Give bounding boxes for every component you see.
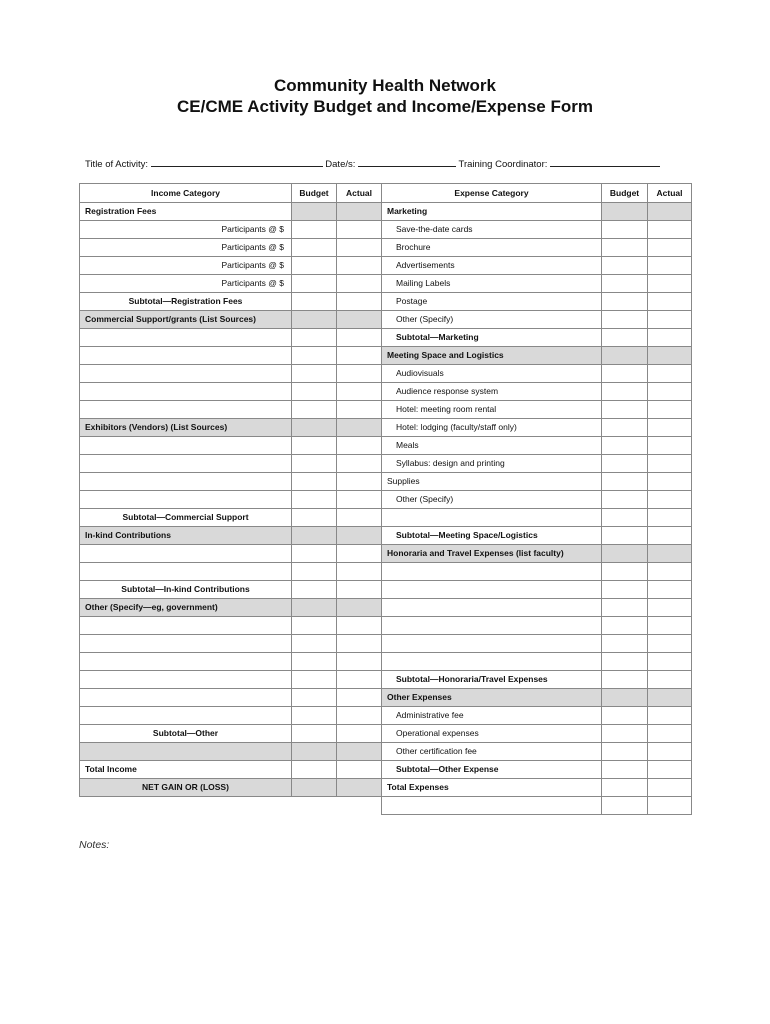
budget-cell <box>602 545 648 563</box>
table-row <box>80 599 382 617</box>
entry-cell[interactable] <box>80 689 292 707</box>
actual-cell <box>648 689 692 707</box>
actual-cell[interactable] <box>648 797 692 815</box>
table-row <box>382 419 692 437</box>
other-cert-fee-label: Other certification fee <box>382 743 602 761</box>
brochure-label: Brochure <box>382 239 602 257</box>
table-row <box>80 383 382 401</box>
table-row <box>382 527 692 545</box>
expense-actual-header: Actual <box>648 184 692 203</box>
table-row <box>382 779 692 797</box>
budget-cell[interactable] <box>602 671 648 689</box>
actual-cell[interactable] <box>648 653 692 671</box>
training-coordinator-field[interactable] <box>550 156 660 167</box>
budget-cell[interactable] <box>602 761 648 779</box>
actual-cell <box>337 419 382 437</box>
other-specify-label[interactable]: Other (Specify) <box>382 311 602 329</box>
table-row <box>382 221 692 239</box>
expense-budget-header: Budget <box>602 184 648 203</box>
budget-cell[interactable] <box>602 383 648 401</box>
actual-cell <box>648 545 692 563</box>
budget-cell[interactable] <box>292 707 337 725</box>
participants-label[interactable]: Participants @ $ <box>80 221 292 239</box>
actual-cell[interactable] <box>648 311 692 329</box>
table-row <box>382 707 692 725</box>
activity-fields <box>85 156 690 170</box>
table-row <box>382 437 692 455</box>
organization-title: Community Health Network <box>274 76 496 95</box>
entry-cell[interactable] <box>80 671 292 689</box>
budget-cell[interactable] <box>292 239 337 257</box>
meals-label: Meals <box>382 437 602 455</box>
actual-cell[interactable] <box>648 527 692 545</box>
budget-cell[interactable] <box>292 725 337 743</box>
dates-field[interactable] <box>358 156 456 167</box>
budget-cell[interactable] <box>292 635 337 653</box>
form-title: CE/CME Activity Budget and Income/Expense Form <box>177 97 593 116</box>
actual-cell[interactable] <box>648 509 692 527</box>
actual-cell[interactable] <box>648 635 692 653</box>
table-row <box>382 653 692 671</box>
budget-cell[interactable] <box>292 293 337 311</box>
budget-cell[interactable] <box>292 671 337 689</box>
actual-cell[interactable] <box>337 725 382 743</box>
table-row <box>80 365 382 383</box>
actual-cell <box>337 599 382 617</box>
budget-cell[interactable] <box>292 491 337 509</box>
budget-cell[interactable] <box>292 473 337 491</box>
actual-cell[interactable] <box>648 599 692 617</box>
budget-cell[interactable] <box>602 779 648 797</box>
budget-cell[interactable] <box>602 293 648 311</box>
table-row <box>382 761 692 779</box>
budget-cell[interactable] <box>292 581 337 599</box>
budget-cell[interactable] <box>292 689 337 707</box>
actual-cell[interactable] <box>337 401 382 419</box>
actual-cell[interactable] <box>648 743 692 761</box>
table-row <box>80 347 382 365</box>
commercial-support-label: Commercial Support/grants (List Sources) <box>80 311 292 329</box>
actual-cell <box>337 743 382 761</box>
expense-table <box>381 183 692 815</box>
subtotal-registration-label: Subtotal—Registration Fees <box>80 293 292 311</box>
actual-cell[interactable] <box>337 509 382 527</box>
table-row <box>80 509 382 527</box>
actual-cell[interactable] <box>648 473 692 491</box>
table-row <box>382 581 692 599</box>
table-row <box>382 365 692 383</box>
entry-cell[interactable] <box>80 545 292 563</box>
budget-cell[interactable] <box>602 455 648 473</box>
table-row <box>80 221 382 239</box>
table-row <box>80 257 382 275</box>
budget-cell[interactable] <box>292 653 337 671</box>
subtotal-other-expense-label: Subtotal—Other Expense <box>382 761 602 779</box>
expense-header-row <box>382 184 692 203</box>
income-budget-header: Budget <box>292 184 337 203</box>
income-table <box>79 183 382 797</box>
table-row <box>80 275 382 293</box>
marketing-label: Marketing <box>382 203 602 221</box>
table-row <box>80 743 382 761</box>
budget-cell <box>602 203 648 221</box>
budget-cell[interactable] <box>292 617 337 635</box>
postage-label: Postage <box>382 293 602 311</box>
entry-cell[interactable] <box>80 329 292 347</box>
table-row <box>80 203 382 221</box>
budget-cell[interactable] <box>602 707 648 725</box>
table-row <box>80 419 382 437</box>
other-specify-label[interactable]: Other (Specify) <box>382 491 602 509</box>
actual-cell[interactable] <box>337 779 382 797</box>
table-row <box>382 725 692 743</box>
actual-cell[interactable] <box>648 239 692 257</box>
actual-cell[interactable] <box>337 365 382 383</box>
budget-cell[interactable] <box>602 581 648 599</box>
budget-cell <box>292 743 337 761</box>
actual-cell[interactable] <box>648 257 692 275</box>
table-row <box>80 437 382 455</box>
budget-cell <box>602 689 648 707</box>
table-row <box>80 545 382 563</box>
inkind-label: In-kind Contributions <box>80 527 292 545</box>
table-row <box>80 401 382 419</box>
title-of-activity-field[interactable] <box>151 156 323 167</box>
dates-label: Date/s: <box>325 159 356 170</box>
exhibitors-label: Exhibitors (Vendors) (List Sources) <box>80 419 292 437</box>
meeting-space-label: Meeting Space and Logistics <box>382 347 602 365</box>
table-row <box>80 617 382 635</box>
table-row <box>382 347 692 365</box>
registration-fees-label: Registration Fees <box>80 203 292 221</box>
budget-cell[interactable] <box>292 509 337 527</box>
participants-label[interactable]: Participants @ $ <box>80 257 292 275</box>
actual-cell[interactable] <box>337 455 382 473</box>
entry-cell[interactable] <box>80 437 292 455</box>
table-row <box>80 761 382 779</box>
budget-cell[interactable] <box>602 401 648 419</box>
actual-cell[interactable] <box>648 401 692 419</box>
budget-cell <box>292 203 337 221</box>
actual-cell[interactable] <box>337 563 382 581</box>
notes-label[interactable]: Notes: <box>79 839 110 851</box>
hotel-lodging-label: Hotel: lodging (faculty/staff only) <box>382 419 602 437</box>
actual-cell[interactable] <box>648 293 692 311</box>
actual-cell[interactable] <box>337 383 382 401</box>
actual-cell[interactable] <box>337 239 382 257</box>
table-row <box>80 293 382 311</box>
entry-cell[interactable] <box>80 455 292 473</box>
hotel-meeting-label: Hotel: meeting room rental <box>382 401 602 419</box>
budget-cell[interactable] <box>602 257 648 275</box>
actual-cell <box>337 527 382 545</box>
entry-cell[interactable] <box>80 617 292 635</box>
budget-cell[interactable] <box>292 437 337 455</box>
actual-cell[interactable] <box>648 725 692 743</box>
actual-cell[interactable] <box>648 437 692 455</box>
entry-cell[interactable] <box>80 707 292 725</box>
subtotal-commercial-label: Subtotal—Commercial Support <box>80 509 292 527</box>
table-row <box>382 257 692 275</box>
entry-cell[interactable] <box>382 581 602 599</box>
entry-cell[interactable] <box>382 653 602 671</box>
budget-cell[interactable] <box>602 239 648 257</box>
entry-cell[interactable] <box>382 563 602 581</box>
operational-label: Operational expenses <box>382 725 602 743</box>
table-row <box>382 239 692 257</box>
table-row <box>382 491 692 509</box>
budget-cell[interactable] <box>602 725 648 743</box>
table-row <box>80 491 382 509</box>
table-row <box>382 509 692 527</box>
actual-cell <box>337 203 382 221</box>
admin-fee-label: Administrative fee <box>382 707 602 725</box>
actual-cell[interactable] <box>648 761 692 779</box>
budget-cell[interactable] <box>602 743 648 761</box>
budget-cell[interactable] <box>292 455 337 473</box>
table-row <box>80 581 382 599</box>
table-row <box>80 473 382 491</box>
table-row <box>382 671 692 689</box>
budget-cell[interactable] <box>602 437 648 455</box>
budget-cell[interactable] <box>292 347 337 365</box>
actual-cell[interactable] <box>648 383 692 401</box>
budget-cell <box>292 599 337 617</box>
table-row <box>382 635 692 653</box>
subtotal-meeting-label: Subtotal—Meeting Space/Logistics <box>382 527 602 545</box>
subtotal-honoraria-label: Subtotal—Honoraria/Travel Expenses <box>382 671 602 689</box>
table-row <box>80 653 382 671</box>
actual-cell[interactable] <box>648 275 692 293</box>
budget-cell[interactable] <box>602 527 648 545</box>
budget-cell[interactable] <box>602 617 648 635</box>
table-row <box>382 293 692 311</box>
actual-cell[interactable] <box>648 563 692 581</box>
actual-cell[interactable] <box>648 707 692 725</box>
table-row <box>80 311 382 329</box>
expense-category-header: Expense Category <box>382 184 602 203</box>
table-row <box>80 779 382 797</box>
entry-cell[interactable] <box>382 635 602 653</box>
save-the-date-label: Save-the-date cards <box>382 221 602 239</box>
actual-cell[interactable] <box>337 545 382 563</box>
subtotal-other-income-label: Subtotal—Other <box>80 725 292 743</box>
mailing-labels-label: Mailing Labels <box>382 275 602 293</box>
participants-label[interactable]: Participants @ $ <box>80 239 292 257</box>
budget-cell[interactable] <box>602 419 648 437</box>
actual-cell[interactable] <box>337 437 382 455</box>
actual-cell[interactable] <box>337 257 382 275</box>
table-row <box>80 329 382 347</box>
budget-cell[interactable] <box>602 599 648 617</box>
actual-cell <box>337 311 382 329</box>
table-row <box>80 689 382 707</box>
audiovisuals-label: Audiovisuals <box>382 365 602 383</box>
budget-cell[interactable] <box>602 329 648 347</box>
actual-cell[interactable] <box>337 491 382 509</box>
other-income-label: Other (Specify—eg, government) <box>80 599 292 617</box>
entry-cell[interactable] <box>80 365 292 383</box>
actual-cell[interactable] <box>337 653 382 671</box>
budget-cell[interactable] <box>602 491 648 509</box>
actual-cell[interactable] <box>337 707 382 725</box>
actual-cell[interactable] <box>648 671 692 689</box>
budget-cell[interactable] <box>292 779 337 797</box>
table-row <box>382 203 692 221</box>
table-row <box>80 527 382 545</box>
budget-cell[interactable] <box>602 275 648 293</box>
subtotal-marketing-label: Subtotal—Marketing <box>382 329 602 347</box>
actual-cell[interactable] <box>648 365 692 383</box>
budget-cell <box>292 527 337 545</box>
table-row <box>80 635 382 653</box>
table-row <box>382 599 692 617</box>
actual-cell[interactable] <box>337 689 382 707</box>
actual-cell[interactable] <box>337 221 382 239</box>
syllabus-label: Syllabus: design and printing <box>382 455 602 473</box>
audience-response-label: Audience response system <box>382 383 602 401</box>
entry-cell <box>382 797 602 815</box>
table-row <box>382 545 692 563</box>
entry-cell[interactable] <box>80 347 292 365</box>
table-row <box>382 329 692 347</box>
entry-cell[interactable] <box>80 563 292 581</box>
budget-cell[interactable] <box>602 509 648 527</box>
budget-cell[interactable] <box>602 311 648 329</box>
income-category-header: Income Category <box>80 184 292 203</box>
table-row <box>382 689 692 707</box>
actual-cell[interactable] <box>337 473 382 491</box>
actual-cell[interactable] <box>337 275 382 293</box>
budget-cell[interactable] <box>602 653 648 671</box>
table-row <box>80 239 382 257</box>
actual-cell[interactable] <box>648 779 692 797</box>
actual-cell[interactable] <box>648 221 692 239</box>
budget-cell[interactable] <box>292 257 337 275</box>
entry-cell[interactable] <box>382 509 602 527</box>
table-row <box>382 563 692 581</box>
actual-cell[interactable] <box>648 419 692 437</box>
income-header-row <box>80 184 382 203</box>
advertisements-label: Advertisements <box>382 257 602 275</box>
actual-cell[interactable] <box>337 635 382 653</box>
budget-cell[interactable] <box>292 365 337 383</box>
budget-cell[interactable] <box>292 563 337 581</box>
income-actual-header: Actual <box>337 184 382 203</box>
entry-cell[interactable] <box>80 653 292 671</box>
table-row <box>382 383 692 401</box>
entry-cell[interactable] <box>80 401 292 419</box>
budget-cell <box>292 311 337 329</box>
actual-cell[interactable] <box>648 455 692 473</box>
table-row <box>382 311 692 329</box>
subtotal-inkind-label: Subtotal—In-kind Contributions <box>80 581 292 599</box>
table-row <box>80 725 382 743</box>
other-expenses-label: Other Expenses <box>382 689 602 707</box>
actual-cell[interactable] <box>337 293 382 311</box>
actual-cell[interactable] <box>337 761 382 779</box>
actual-cell <box>648 203 692 221</box>
table-row <box>382 617 692 635</box>
budget-cell[interactable] <box>292 545 337 563</box>
actual-cell[interactable] <box>337 617 382 635</box>
budget-cell[interactable] <box>602 365 648 383</box>
table-row <box>80 563 382 581</box>
table-row <box>382 455 692 473</box>
participants-label[interactable]: Participants @ $ <box>80 275 292 293</box>
budget-cell[interactable] <box>292 329 337 347</box>
total-income-label: Total Income <box>80 761 292 779</box>
honoraria-label: Honoraria and Travel Expenses (list faculty) <box>382 545 602 563</box>
budget-cell <box>292 419 337 437</box>
title-of-activity-label: Title of Activity: <box>85 159 148 170</box>
actual-cell[interactable] <box>337 347 382 365</box>
actual-cell[interactable] <box>648 329 692 347</box>
supplies-label: Supplies <box>382 473 602 491</box>
entry-cell[interactable] <box>382 599 602 617</box>
budget-cell[interactable] <box>602 221 648 239</box>
budget-cell[interactable] <box>602 563 648 581</box>
entry-cell[interactable] <box>80 383 292 401</box>
budget-cell[interactable] <box>292 761 337 779</box>
table-row <box>80 707 382 725</box>
budget-cell[interactable] <box>602 797 648 815</box>
actual-cell <box>648 347 692 365</box>
blank-gray-cell <box>80 743 292 761</box>
actual-cell[interactable] <box>337 581 382 599</box>
table-row <box>382 743 692 761</box>
total-expenses-label: Total Expenses <box>382 779 602 797</box>
budget-cell[interactable] <box>292 221 337 239</box>
entry-cell[interactable] <box>80 635 292 653</box>
budget-cell[interactable] <box>292 383 337 401</box>
actual-cell[interactable] <box>648 581 692 599</box>
budget-cell[interactable] <box>292 275 337 293</box>
table-row <box>382 797 692 815</box>
table-row <box>382 401 692 419</box>
actual-cell[interactable] <box>337 671 382 689</box>
entry-cell[interactable] <box>80 491 292 509</box>
table-row <box>382 473 692 491</box>
table-row <box>382 275 692 293</box>
budget-cell[interactable] <box>292 401 337 419</box>
table-row <box>80 671 382 689</box>
net-gain-label: NET GAIN OR (LOSS) <box>80 779 292 797</box>
entry-cell[interactable] <box>80 473 292 491</box>
actual-cell[interactable] <box>648 491 692 509</box>
table-row <box>80 455 382 473</box>
training-coordinator-label: Training Coordinator: <box>458 159 548 170</box>
budget-cell <box>602 347 648 365</box>
budget-cell[interactable] <box>602 473 648 491</box>
actual-cell[interactable] <box>648 617 692 635</box>
entry-cell[interactable] <box>382 617 602 635</box>
budget-cell[interactable] <box>602 635 648 653</box>
actual-cell[interactable] <box>337 329 382 347</box>
